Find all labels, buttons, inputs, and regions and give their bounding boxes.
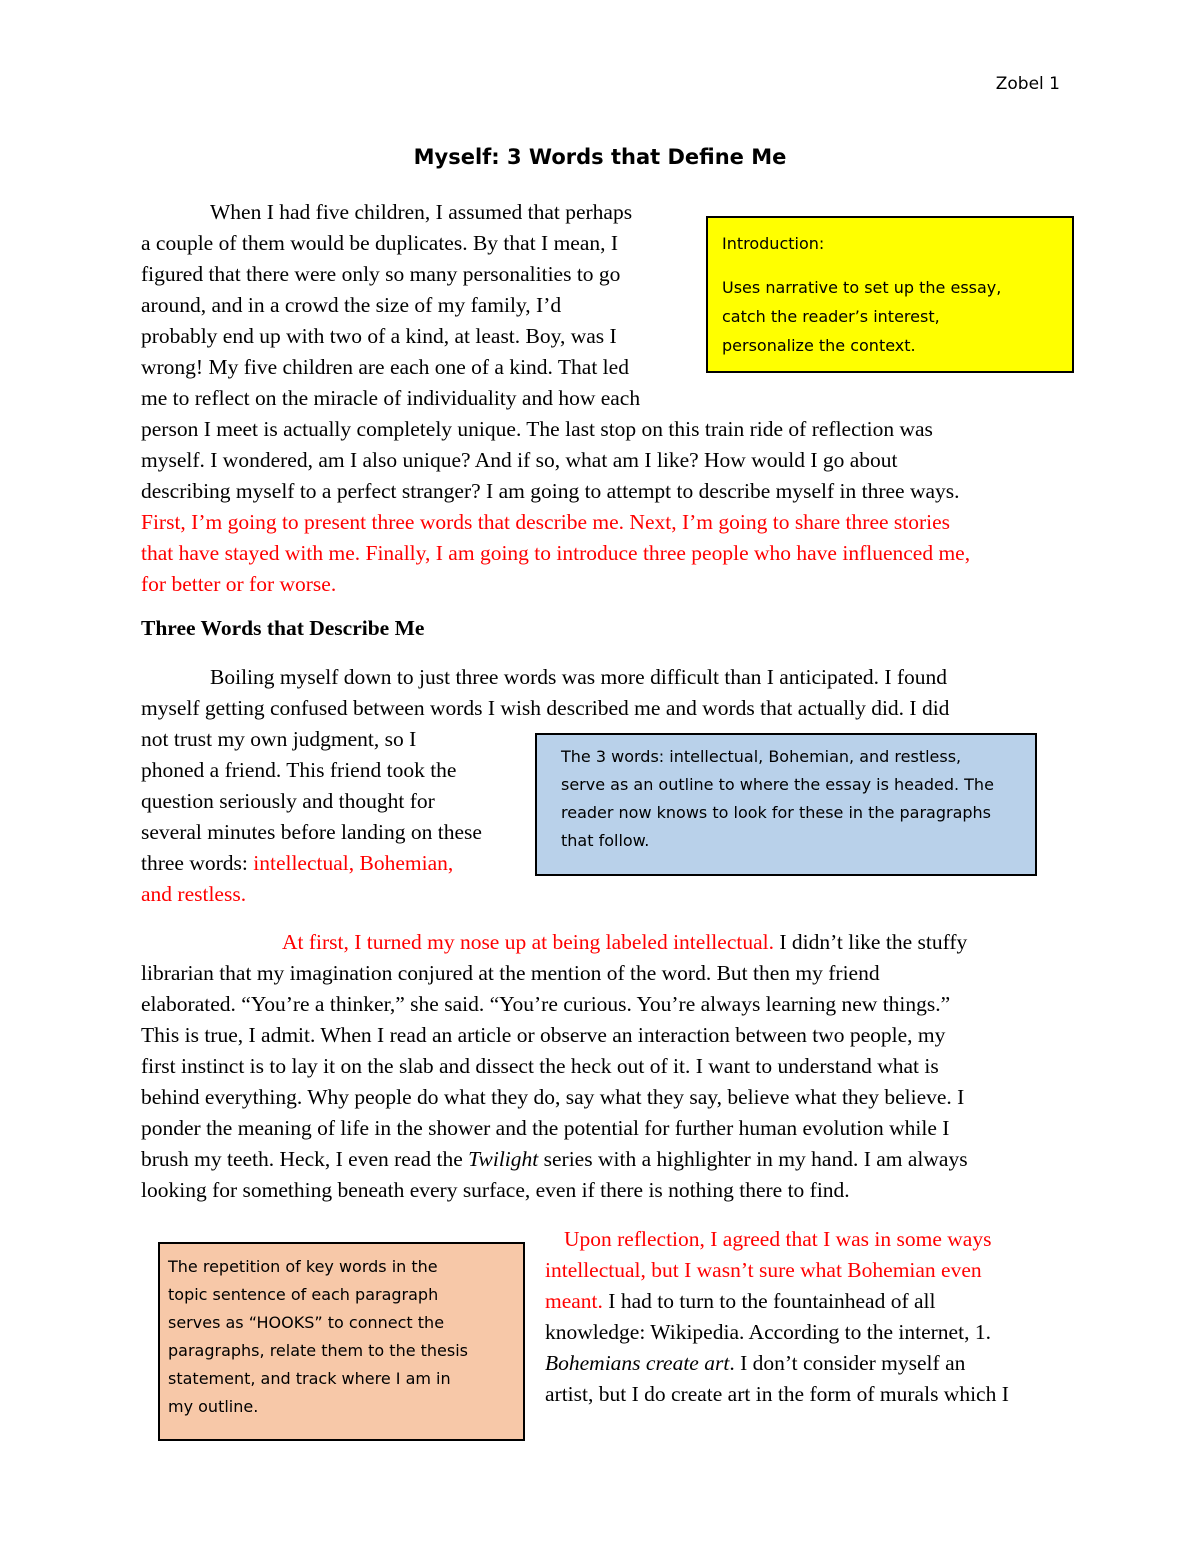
hooks-note [158, 1242, 525, 1441]
paragraph-line: artist, but I do create art in the form of murals which I [545, 1382, 1009, 1406]
paragraph-line [282, 928, 967, 956]
three-words-highlight: and restless. [141, 882, 247, 906]
intro-line: probably end up with two of a kind, at least. Boy, was I [141, 324, 617, 348]
intro-line: wrong! My five children are each one of a kind. That led [141, 355, 629, 379]
paragraph-text: . I don’t consider myself an [729, 1351, 966, 1375]
three-words-highlight: intellectual, Bohemian, [253, 851, 454, 875]
paragraph-line: Boiling myself down to just three words was more difficult than I anticipated. I found [210, 665, 948, 689]
note-line: my outline. [168, 1397, 259, 1416]
note-line: topic sentence of each paragraph [168, 1285, 439, 1304]
note-line: Uses narrative to set up the essay, [722, 278, 1002, 297]
paragraph-line [141, 1145, 968, 1173]
paragraph-line: phoned a friend. This friend took the [141, 758, 457, 782]
thesis-line: that have stayed with me. Finally, I am going to introduce three people who have influenced me, [141, 541, 971, 565]
paragraph-line: first instinct is to lay it on the slab and dissect the heck out of it. I want to understand what is [141, 1054, 939, 1078]
paragraph-line: librarian that my imagination conjured at the mention of the word. But then my friend [141, 961, 880, 985]
note-line: serves as “HOOKS” to connect the [168, 1313, 445, 1332]
intro-line: around, and in a crowd the size of my family, I’d [141, 293, 562, 317]
paragraph-line [141, 849, 453, 877]
intro-line: a couple of them would be duplicates. By that I mean, I [141, 231, 619, 255]
topic-sentence-highlight: intellectual, but I wasn’t sure what Bohemian even [545, 1258, 982, 1282]
paragraph-text: I had to turn to the fountainhead of all [602, 1289, 936, 1313]
intro-line: When I had five children, I assumed that perhaps [210, 200, 633, 224]
thesis-line: for better or for worse. [141, 572, 337, 596]
paragraph-line: not trust my own judgment, so I [141, 727, 417, 751]
paragraph-line: ponder the meaning of life in the shower and the potential for further human evolution while I [141, 1116, 950, 1140]
topic-sentence-highlight: At first, I turned my nose up at being labeled intellectual. [282, 930, 774, 954]
note-line: serve as an outline to where the essay is headed. The [561, 775, 994, 794]
document-title: Myself: 3 Words that Define Me [413, 145, 787, 169]
intro-line: person I meet is actually completely unique. The last stop on this train ride of reflection was [141, 417, 933, 441]
emphasis-text: Bohemians create art [545, 1351, 730, 1375]
paragraph-text: series with a highlighter in my hand. I am always [538, 1147, 968, 1171]
paragraph-text: brush my teeth. Heck, I even read the [141, 1147, 469, 1171]
intro-line: figured that there were only so many personalities to go [141, 262, 621, 286]
note-line: statement, and track where I am in [168, 1369, 451, 1388]
paragraph-line: looking for something beneath every surface, even if there is nothing there to find. [141, 1178, 850, 1202]
paragraph-text: three words: [141, 851, 254, 875]
paragraph-line: knowledge: Wikipedia. According to the internet, 1. [545, 1320, 991, 1344]
section-heading: Three Words that Describe Me [141, 616, 425, 640]
paragraph-line: question seriously and thought for [141, 789, 435, 813]
paragraph-text: I didn’t like the stuffy [773, 930, 968, 954]
paragraph-line: myself getting confused between words I wish described me and words that actually did. I did [141, 696, 950, 720]
intro-line: me to reflect on the miracle of individuality and how each [141, 386, 641, 410]
thesis-line: First, I’m going to present three words that describe me. Next, I’m going to share three stories [141, 510, 951, 534]
paragraph-line [545, 1287, 935, 1315]
paragraph-line: elaborated. “You’re a thinker,” she said. “You’re curious. You’re always learning new things.” [141, 992, 951, 1016]
paragraph-line: several minutes before landing on these [141, 820, 482, 844]
note-line: paragraphs, relate them to the thesis [168, 1341, 469, 1360]
note-line: reader now knows to look for these in the paragraphs [561, 803, 992, 822]
paragraph-line: This is true, I admit. When I read an article or observe an interaction between two people, my [141, 1023, 946, 1047]
note-line: personalize the context. [722, 336, 916, 355]
intro-line: describing myself to a perfect stranger? I am going to attempt to describe myself in three ways. [141, 479, 960, 503]
topic-sentence-highlight: Upon reflection, I agreed that I was in some ways [564, 1227, 992, 1251]
introduction-note [706, 216, 1074, 373]
note-line: The repetition of key words in the [168, 1257, 438, 1276]
paragraph-line: behind everything. Why people do what they do, say what they say, believe what they believe. I [141, 1085, 965, 1109]
intro-line: myself. I wondered, am I also unique? And if so, what am I like? How would I go about [141, 448, 898, 472]
three-words-note [535, 733, 1037, 876]
note-line: catch the reader’s interest, [722, 307, 940, 326]
note-line: The 3 words: intellectual, Bohemian, and restless, [561, 747, 962, 766]
page-header: Zobel 1 [995, 74, 1060, 94]
book-title: Twilight [468, 1147, 539, 1171]
note-line: that follow. [561, 831, 650, 850]
paragraph-line [545, 1349, 965, 1377]
topic-sentence-highlight: meant. [545, 1289, 603, 1313]
note-heading: Introduction: [722, 234, 825, 253]
